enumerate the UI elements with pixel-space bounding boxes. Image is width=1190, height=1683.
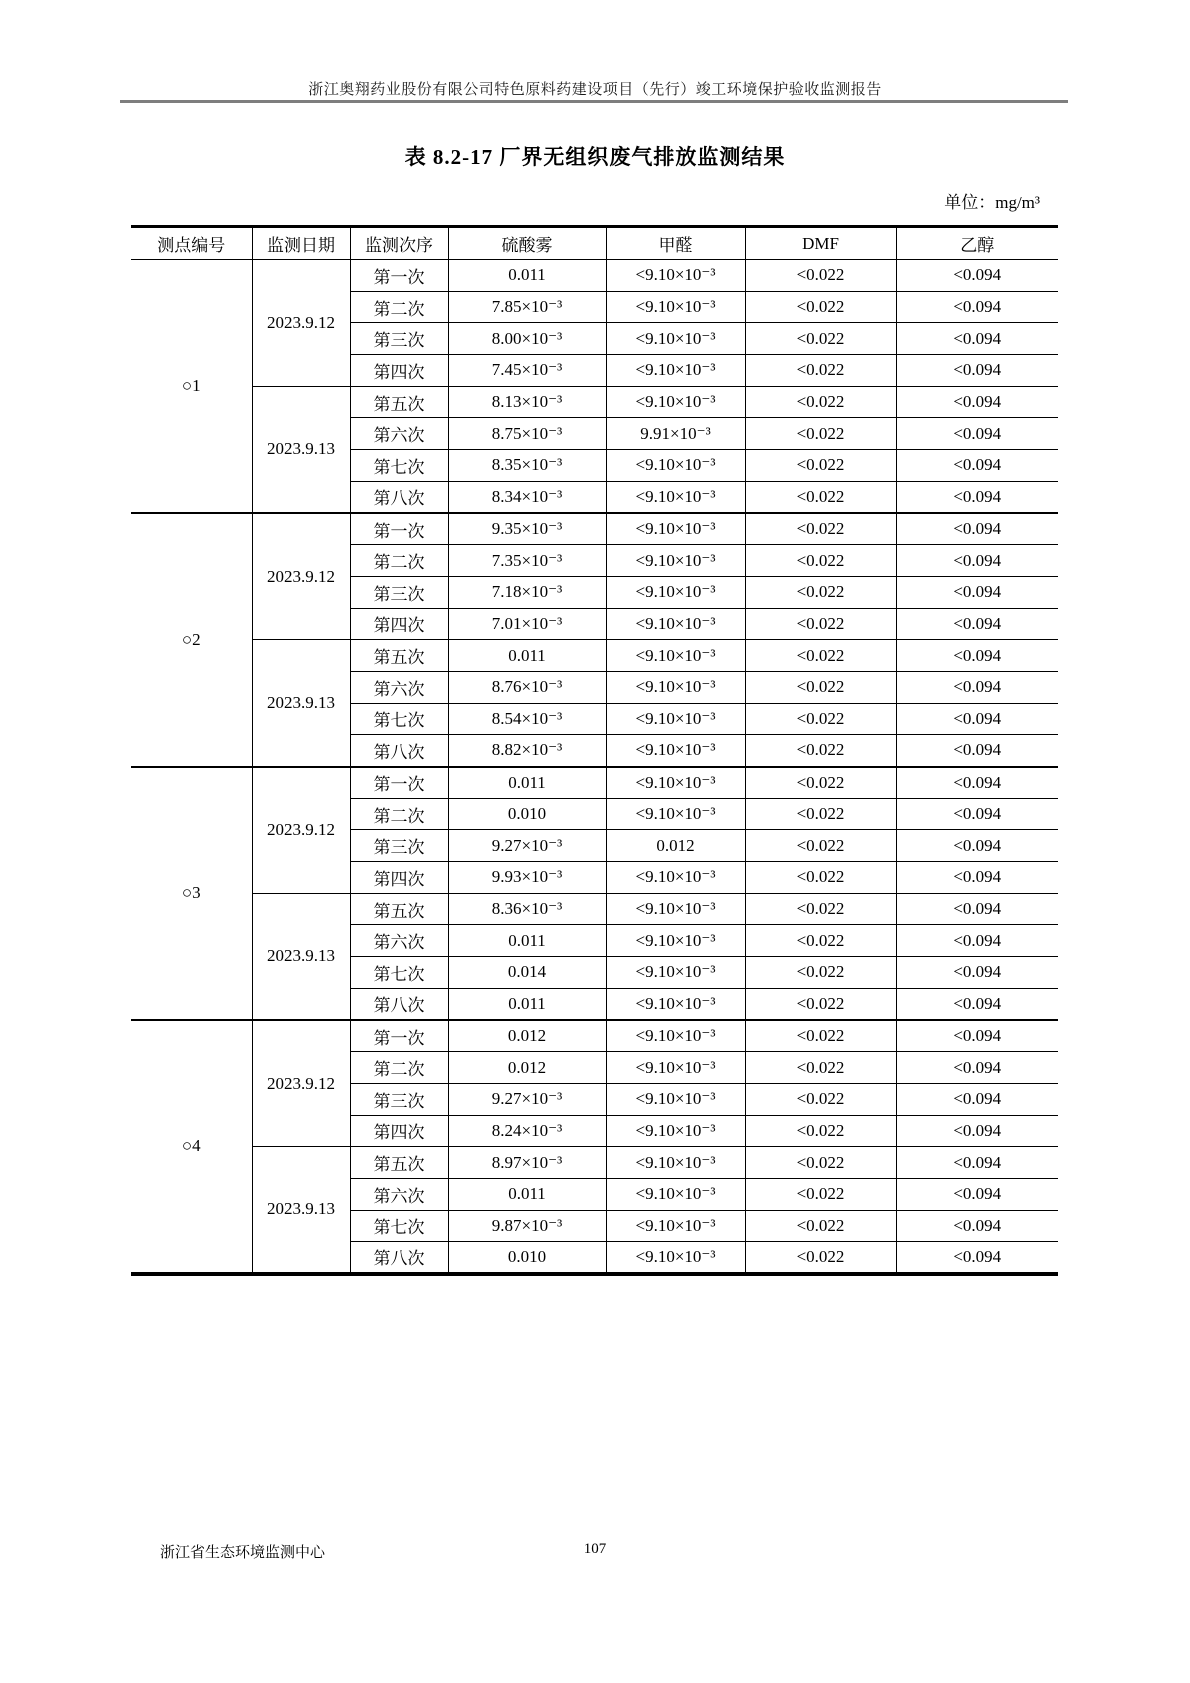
hcho-value-cell: <9.10×10⁻³: [606, 671, 745, 703]
etoh-value-cell: <0.094: [896, 1242, 1058, 1274]
hcho-value-cell: <9.10×10⁻³: [606, 323, 745, 355]
dmf-value-cell: <0.022: [745, 862, 896, 894]
date-cell: 2023.9.13: [252, 893, 350, 1020]
hcho-value-cell: 9.91×10⁻³: [606, 418, 745, 450]
hcho-value-cell: <9.10×10⁻³: [606, 291, 745, 323]
seq-cell: 第一次: [350, 767, 448, 799]
table-row: [131, 260, 1058, 292]
etoh-value-cell: <0.094: [896, 513, 1058, 545]
dmf-value-cell: <0.022: [745, 671, 896, 703]
hcho-value-cell: <9.10×10⁻³: [606, 1083, 745, 1115]
seq-cell: 第七次: [350, 450, 448, 482]
dmf-value-cell: <0.022: [745, 418, 896, 450]
col-header-dmf: DMF: [745, 227, 896, 260]
etoh-value-cell: <0.094: [896, 481, 1058, 513]
hcho-value-cell: <9.10×10⁻³: [606, 1115, 745, 1147]
h2so4-value-cell: 0.011: [448, 1178, 606, 1210]
seq-cell: 第五次: [350, 1147, 448, 1179]
hcho-value-cell: <9.10×10⁻³: [606, 545, 745, 577]
h2so4-value-cell: 0.012: [448, 1052, 606, 1084]
h2so4-value-cell: 0.014: [448, 957, 606, 989]
seq-cell: 第二次: [350, 545, 448, 577]
h2so4-value-cell: 8.13×10⁻³: [448, 386, 606, 418]
etoh-value-cell: <0.094: [896, 260, 1058, 292]
point-id-cell: ○2: [131, 513, 252, 767]
seq-cell: 第七次: [350, 703, 448, 735]
hcho-value-cell: <9.10×10⁻³: [606, 386, 745, 418]
seq-cell: 第五次: [350, 893, 448, 925]
table-header: [131, 227, 1058, 260]
dmf-value-cell: <0.022: [745, 386, 896, 418]
hcho-value-cell: <9.10×10⁻³: [606, 1242, 745, 1274]
seq-cell: 第七次: [350, 1210, 448, 1242]
dmf-value-cell: <0.022: [745, 545, 896, 577]
seq-cell: 第四次: [350, 608, 448, 640]
hcho-value-cell: <9.10×10⁻³: [606, 798, 745, 830]
seq-cell: 第二次: [350, 798, 448, 830]
seq-cell: 第四次: [350, 1115, 448, 1147]
seq-cell: 第七次: [350, 957, 448, 989]
table-body: [131, 260, 1058, 1274]
col-header-point: 测点编号: [131, 227, 252, 260]
dmf-value-cell: <0.022: [745, 735, 896, 767]
dmf-value-cell: <0.022: [745, 830, 896, 862]
h2so4-value-cell: 7.45×10⁻³: [448, 355, 606, 387]
etoh-value-cell: <0.094: [896, 1178, 1058, 1210]
dmf-value-cell: <0.022: [745, 1147, 896, 1179]
seq-cell: 第一次: [350, 1020, 448, 1052]
hcho-value-cell: <9.10×10⁻³: [606, 608, 745, 640]
dmf-value-cell: <0.022: [745, 893, 896, 925]
seq-cell: 第三次: [350, 576, 448, 608]
h2so4-value-cell: 8.76×10⁻³: [448, 671, 606, 703]
etoh-value-cell: <0.094: [896, 386, 1058, 418]
h2so4-value-cell: 8.82×10⁻³: [448, 735, 606, 767]
seq-cell: 第三次: [350, 1083, 448, 1115]
etoh-value-cell: <0.094: [896, 323, 1058, 355]
etoh-value-cell: <0.094: [896, 767, 1058, 799]
hcho-value-cell: <9.10×10⁻³: [606, 1147, 745, 1179]
seq-cell: 第四次: [350, 355, 448, 387]
h2so4-value-cell: 8.00×10⁻³: [448, 323, 606, 355]
point-id-cell: ○4: [131, 1020, 252, 1274]
dmf-value-cell: <0.022: [745, 1020, 896, 1052]
dmf-value-cell: <0.022: [745, 925, 896, 957]
seq-cell: 第八次: [350, 735, 448, 767]
h2so4-value-cell: 8.35×10⁻³: [448, 450, 606, 482]
etoh-value-cell: <0.094: [896, 355, 1058, 387]
h2so4-value-cell: 0.011: [448, 640, 606, 672]
table-row: [131, 893, 1058, 925]
dmf-value-cell: <0.022: [745, 1242, 896, 1274]
h2so4-value-cell: 0.011: [448, 767, 606, 799]
h2so4-value-cell: 0.011: [448, 260, 606, 292]
monitoring-results-table: [131, 225, 1058, 1276]
table-row: [131, 513, 1058, 545]
etoh-value-cell: <0.094: [896, 830, 1058, 862]
etoh-value-cell: <0.094: [896, 957, 1058, 989]
etoh-value-cell: <0.094: [896, 1020, 1058, 1052]
dmf-value-cell: <0.022: [745, 323, 896, 355]
etoh-value-cell: <0.094: [896, 1052, 1058, 1084]
h2so4-value-cell: 8.36×10⁻³: [448, 893, 606, 925]
col-header-hcho: 甲醛: [606, 227, 745, 260]
hcho-value-cell: <9.10×10⁻³: [606, 735, 745, 767]
h2so4-value-cell: 7.18×10⁻³: [448, 576, 606, 608]
hcho-value-cell: <9.10×10⁻³: [606, 862, 745, 894]
h2so4-value-cell: 0.010: [448, 798, 606, 830]
h2so4-value-cell: 0.012: [448, 1020, 606, 1052]
dmf-value-cell: <0.022: [745, 355, 896, 387]
etoh-value-cell: <0.094: [896, 671, 1058, 703]
date-cell: 2023.9.13: [252, 386, 350, 513]
etoh-value-cell: <0.094: [896, 1147, 1058, 1179]
dmf-value-cell: <0.022: [745, 1210, 896, 1242]
seq-cell: 第六次: [350, 1178, 448, 1210]
etoh-value-cell: <0.094: [896, 988, 1058, 1020]
seq-cell: 第一次: [350, 513, 448, 545]
etoh-value-cell: <0.094: [896, 608, 1058, 640]
table-row: [131, 1147, 1058, 1179]
hcho-value-cell: <9.10×10⁻³: [606, 355, 745, 387]
dmf-value-cell: <0.022: [745, 481, 896, 513]
dmf-value-cell: <0.022: [745, 767, 896, 799]
date-cell: 2023.9.12: [252, 513, 350, 640]
dmf-value-cell: <0.022: [745, 957, 896, 989]
header-rule: [120, 100, 1068, 103]
h2so4-value-cell: 0.010: [448, 1242, 606, 1274]
etoh-value-cell: <0.094: [896, 291, 1058, 323]
h2so4-value-cell: 8.34×10⁻³: [448, 481, 606, 513]
dmf-value-cell: <0.022: [745, 640, 896, 672]
dmf-value-cell: <0.022: [745, 450, 896, 482]
date-cell: 2023.9.12: [252, 767, 350, 894]
seq-cell: 第八次: [350, 1242, 448, 1274]
seq-cell: 第六次: [350, 671, 448, 703]
etoh-value-cell: <0.094: [896, 450, 1058, 482]
date-cell: 2023.9.12: [252, 1020, 350, 1147]
table-row: [131, 640, 1058, 672]
h2so4-value-cell: 8.54×10⁻³: [448, 703, 606, 735]
seq-cell: 第六次: [350, 418, 448, 450]
etoh-value-cell: <0.094: [896, 640, 1058, 672]
col-header-etoh: 乙醇: [896, 227, 1058, 260]
seq-cell: 第八次: [350, 988, 448, 1020]
dmf-value-cell: <0.022: [745, 1178, 896, 1210]
etoh-value-cell: <0.094: [896, 925, 1058, 957]
date-cell: 2023.9.13: [252, 640, 350, 767]
dmf-value-cell: <0.022: [745, 513, 896, 545]
dmf-value-cell: <0.022: [745, 576, 896, 608]
h2so4-value-cell: 7.35×10⁻³: [448, 545, 606, 577]
seq-cell: 第一次: [350, 260, 448, 292]
hcho-value-cell: <9.10×10⁻³: [606, 957, 745, 989]
seq-cell: 第二次: [350, 291, 448, 323]
col-header-h2so4: 硫酸雾: [448, 227, 606, 260]
h2so4-value-cell: 9.27×10⁻³: [448, 1083, 606, 1115]
etoh-value-cell: <0.094: [896, 576, 1058, 608]
h2so4-value-cell: 8.75×10⁻³: [448, 418, 606, 450]
footer-organization: 浙江省生态环境监测中心: [160, 1545, 326, 1561]
table-row: [131, 1020, 1058, 1052]
dmf-value-cell: <0.022: [745, 1052, 896, 1084]
seq-cell: 第五次: [350, 640, 448, 672]
dmf-value-cell: <0.022: [745, 703, 896, 735]
etoh-value-cell: <0.094: [896, 418, 1058, 450]
dmf-value-cell: <0.022: [745, 1083, 896, 1115]
etoh-value-cell: <0.094: [896, 798, 1058, 830]
hcho-value-cell: <9.10×10⁻³: [606, 640, 745, 672]
page-number: 107: [583, 1541, 607, 1557]
etoh-value-cell: <0.094: [896, 1115, 1058, 1147]
h2so4-value-cell: 7.01×10⁻³: [448, 608, 606, 640]
hcho-value-cell: <9.10×10⁻³: [606, 1178, 745, 1210]
table-row: [131, 386, 1058, 418]
etoh-value-cell: <0.094: [896, 1210, 1058, 1242]
dmf-value-cell: <0.022: [745, 798, 896, 830]
seq-cell: 第三次: [350, 830, 448, 862]
dmf-value-cell: <0.022: [745, 291, 896, 323]
h2so4-value-cell: 7.85×10⁻³: [448, 291, 606, 323]
col-header-date: 监测日期: [252, 227, 350, 260]
hcho-value-cell: <9.10×10⁻³: [606, 703, 745, 735]
h2so4-value-cell: 8.24×10⁻³: [448, 1115, 606, 1147]
dmf-value-cell: <0.022: [745, 260, 896, 292]
h2so4-value-cell: 9.35×10⁻³: [448, 513, 606, 545]
hcho-value-cell: <9.10×10⁻³: [606, 988, 745, 1020]
hcho-value-cell: <9.10×10⁻³: [606, 1210, 745, 1242]
h2so4-value-cell: 9.27×10⁻³: [448, 830, 606, 862]
hcho-value-cell: <9.10×10⁻³: [606, 576, 745, 608]
seq-cell: 第三次: [350, 323, 448, 355]
etoh-value-cell: <0.094: [896, 735, 1058, 767]
seq-cell: 第五次: [350, 386, 448, 418]
date-cell: 2023.9.12: [252, 260, 350, 387]
h2so4-value-cell: 9.93×10⁻³: [448, 862, 606, 894]
hcho-value-cell: <9.10×10⁻³: [606, 1020, 745, 1052]
hcho-value-cell: <9.10×10⁻³: [606, 450, 745, 482]
seq-cell: 第二次: [350, 1052, 448, 1084]
table-title: 表 8.2-17 厂界无组织废气排放监测结果: [404, 145, 786, 169]
h2so4-value-cell: 0.011: [448, 988, 606, 1020]
h2so4-value-cell: 0.011: [448, 925, 606, 957]
etoh-value-cell: <0.094: [896, 545, 1058, 577]
dmf-value-cell: <0.022: [745, 608, 896, 640]
header-row: [131, 227, 1058, 260]
seq-cell: 第八次: [350, 481, 448, 513]
dmf-value-cell: <0.022: [745, 1115, 896, 1147]
page-footer: [0, 1541, 1190, 1561]
h2so4-value-cell: 9.87×10⁻³: [448, 1210, 606, 1242]
seq-cell: 第四次: [350, 862, 448, 894]
running-header: 浙江奥翔药业股份有限公司特色原料药建设项目（先行）竣工环境保护验收监测报告: [308, 82, 882, 98]
table-row: [131, 767, 1058, 799]
hcho-value-cell: <9.10×10⁻³: [606, 767, 745, 799]
date-cell: 2023.9.13: [252, 1147, 350, 1274]
etoh-value-cell: <0.094: [896, 703, 1058, 735]
hcho-value-cell: <9.10×10⁻³: [606, 893, 745, 925]
point-id-cell: ○3: [131, 767, 252, 1021]
hcho-value-cell: <9.10×10⁻³: [606, 260, 745, 292]
hcho-value-cell: <9.10×10⁻³: [606, 925, 745, 957]
seq-cell: 第六次: [350, 925, 448, 957]
hcho-value-cell: <9.10×10⁻³: [606, 1052, 745, 1084]
unit-label: 单位：mg/m³: [944, 193, 1040, 212]
hcho-value-cell: <9.10×10⁻³: [606, 481, 745, 513]
hcho-value-cell: <9.10×10⁻³: [606, 513, 745, 545]
etoh-value-cell: <0.094: [896, 1083, 1058, 1115]
etoh-value-cell: <0.094: [896, 862, 1058, 894]
col-header-seq: 监测次序: [350, 227, 448, 260]
etoh-value-cell: <0.094: [896, 893, 1058, 925]
point-id-cell: ○1: [131, 260, 252, 514]
h2so4-value-cell: 8.97×10⁻³: [448, 1147, 606, 1179]
hcho-value-cell: 0.012: [606, 830, 745, 862]
dmf-value-cell: <0.022: [745, 988, 896, 1020]
